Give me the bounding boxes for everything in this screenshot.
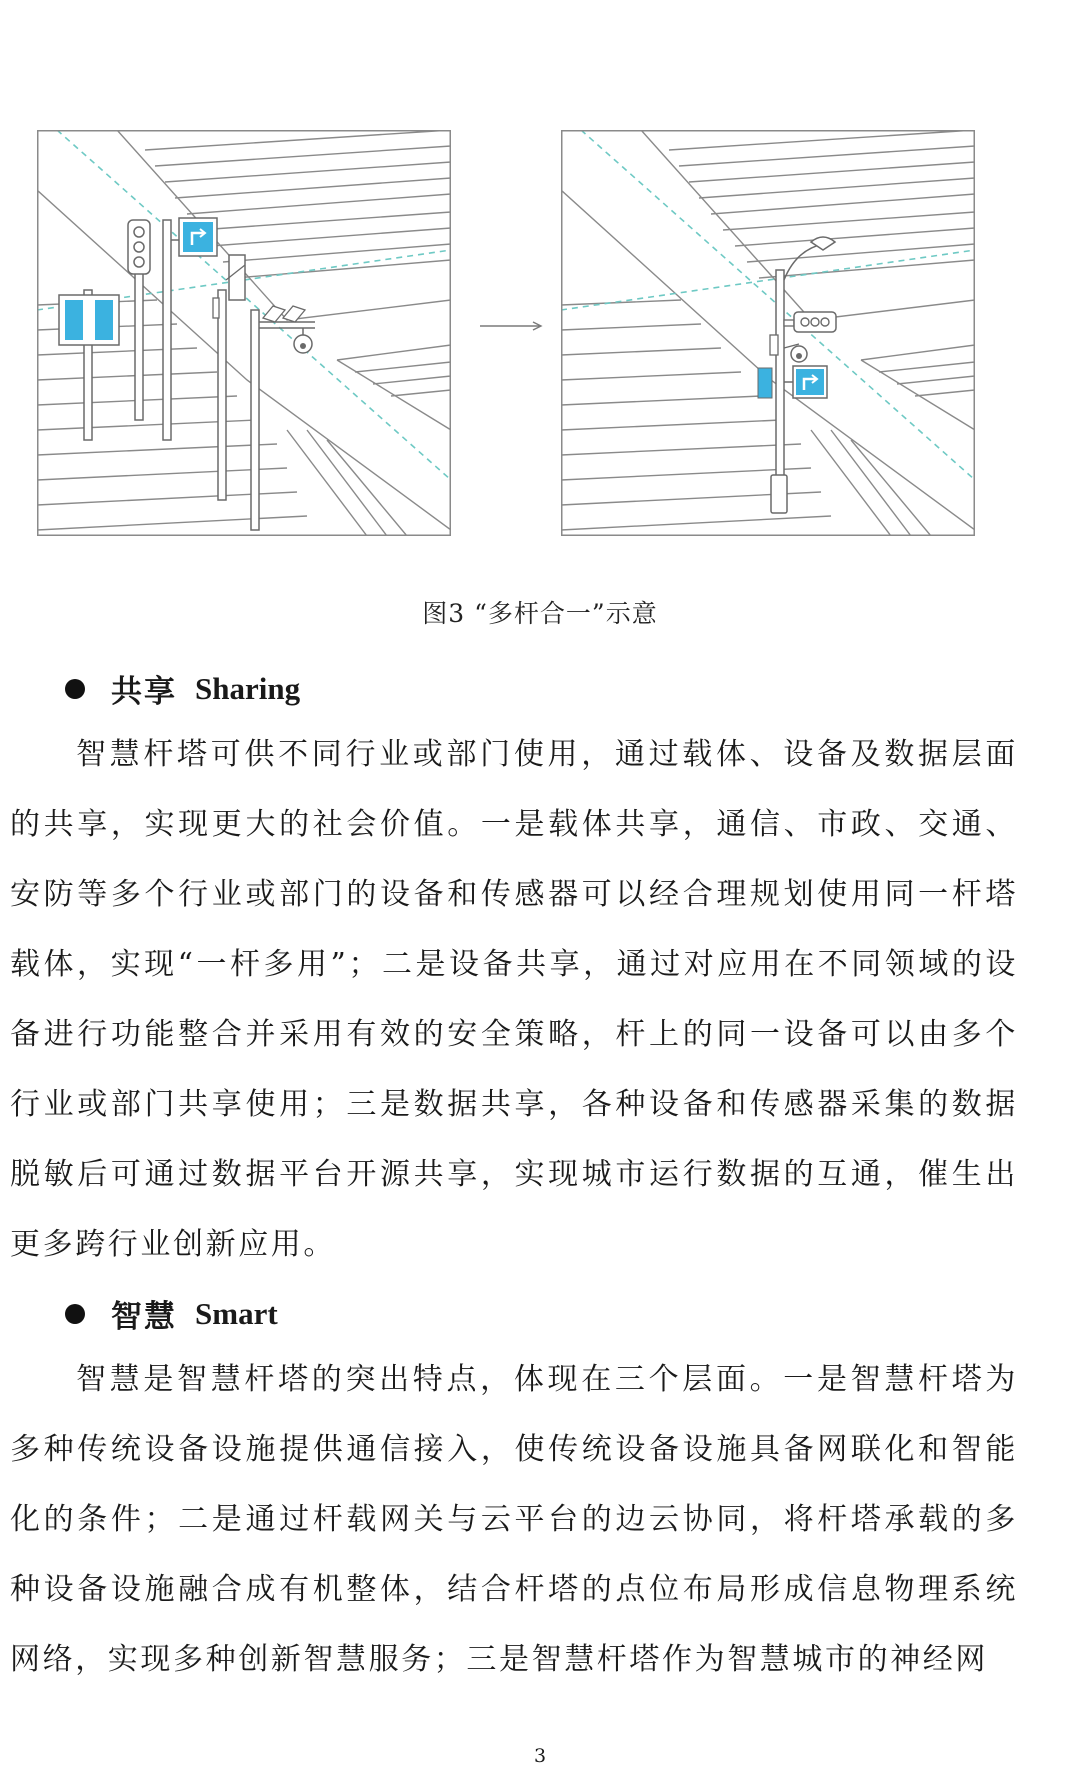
arrow-icon — [478, 316, 544, 336]
heading-title-zh: 智慧 — [111, 1299, 177, 1335]
section-heading-sharing — [65, 666, 300, 711]
figure — [0, 0, 1080, 628]
figure-panel-after — [561, 130, 975, 536]
section-body-smart: 智慧是智慧杆塔的突出特点，体现在三个层面。一是智慧杆塔为多种传统设备设施提供通信接入，使传统设备设施具备网联化和智能化的条件；二是通过杆载网关与云平台的边云协同，将杆塔承载的多种设备设施融合成有机整体，结合杆塔的点位布局形成信息物理系统网络，实现多种创新智慧服务；三是智慧杆塔作为智慧城市的神经网 — [10, 1362, 1018, 1677]
bullet-icon — [65, 1304, 85, 1324]
heading-title-zh: 共享 — [111, 674, 177, 710]
traffic-light-pole — [128, 220, 150, 420]
panel-frame — [562, 131, 975, 536]
camera-pole — [251, 306, 315, 530]
heading-title-en: Sharing — [195, 670, 301, 706]
heading-title-en: Smart — [195, 1295, 278, 1331]
figure-caption: 图3 “多杆合一”示意 — [422, 599, 658, 628]
road-network — [561, 130, 975, 536]
banner-pole — [59, 290, 119, 440]
figure-panel-before — [37, 130, 451, 536]
bullet-icon — [65, 679, 85, 699]
equipment-pole — [213, 255, 245, 500]
page-number: 3 — [533, 1745, 547, 1767]
section-heading-smart — [65, 1291, 278, 1336]
section-body-sharing: 智慧杆塔可供不同行业或部门使用，通过载体、设备及数据层面的共享，实现更大的社会价值。一是载体共享，通信、市政、交通、安防等多个行业或部门的设备和传感器可以经合理规划使用同一杆塔载体，实现“一杆多用”；二是设备共享，通过对应用在不同领域的设备进行功能整合并采用有效的安全策略，杆上的同一设备可以由多个行业或部门共享使用；三是数据共享，各种设备和传感器采集的数据脱敏后可通过数据平台开源共享，实现城市运行数据的互通，催生出更多跨行业创新应用。 — [10, 737, 1018, 1262]
smart-pole — [758, 237, 836, 513]
